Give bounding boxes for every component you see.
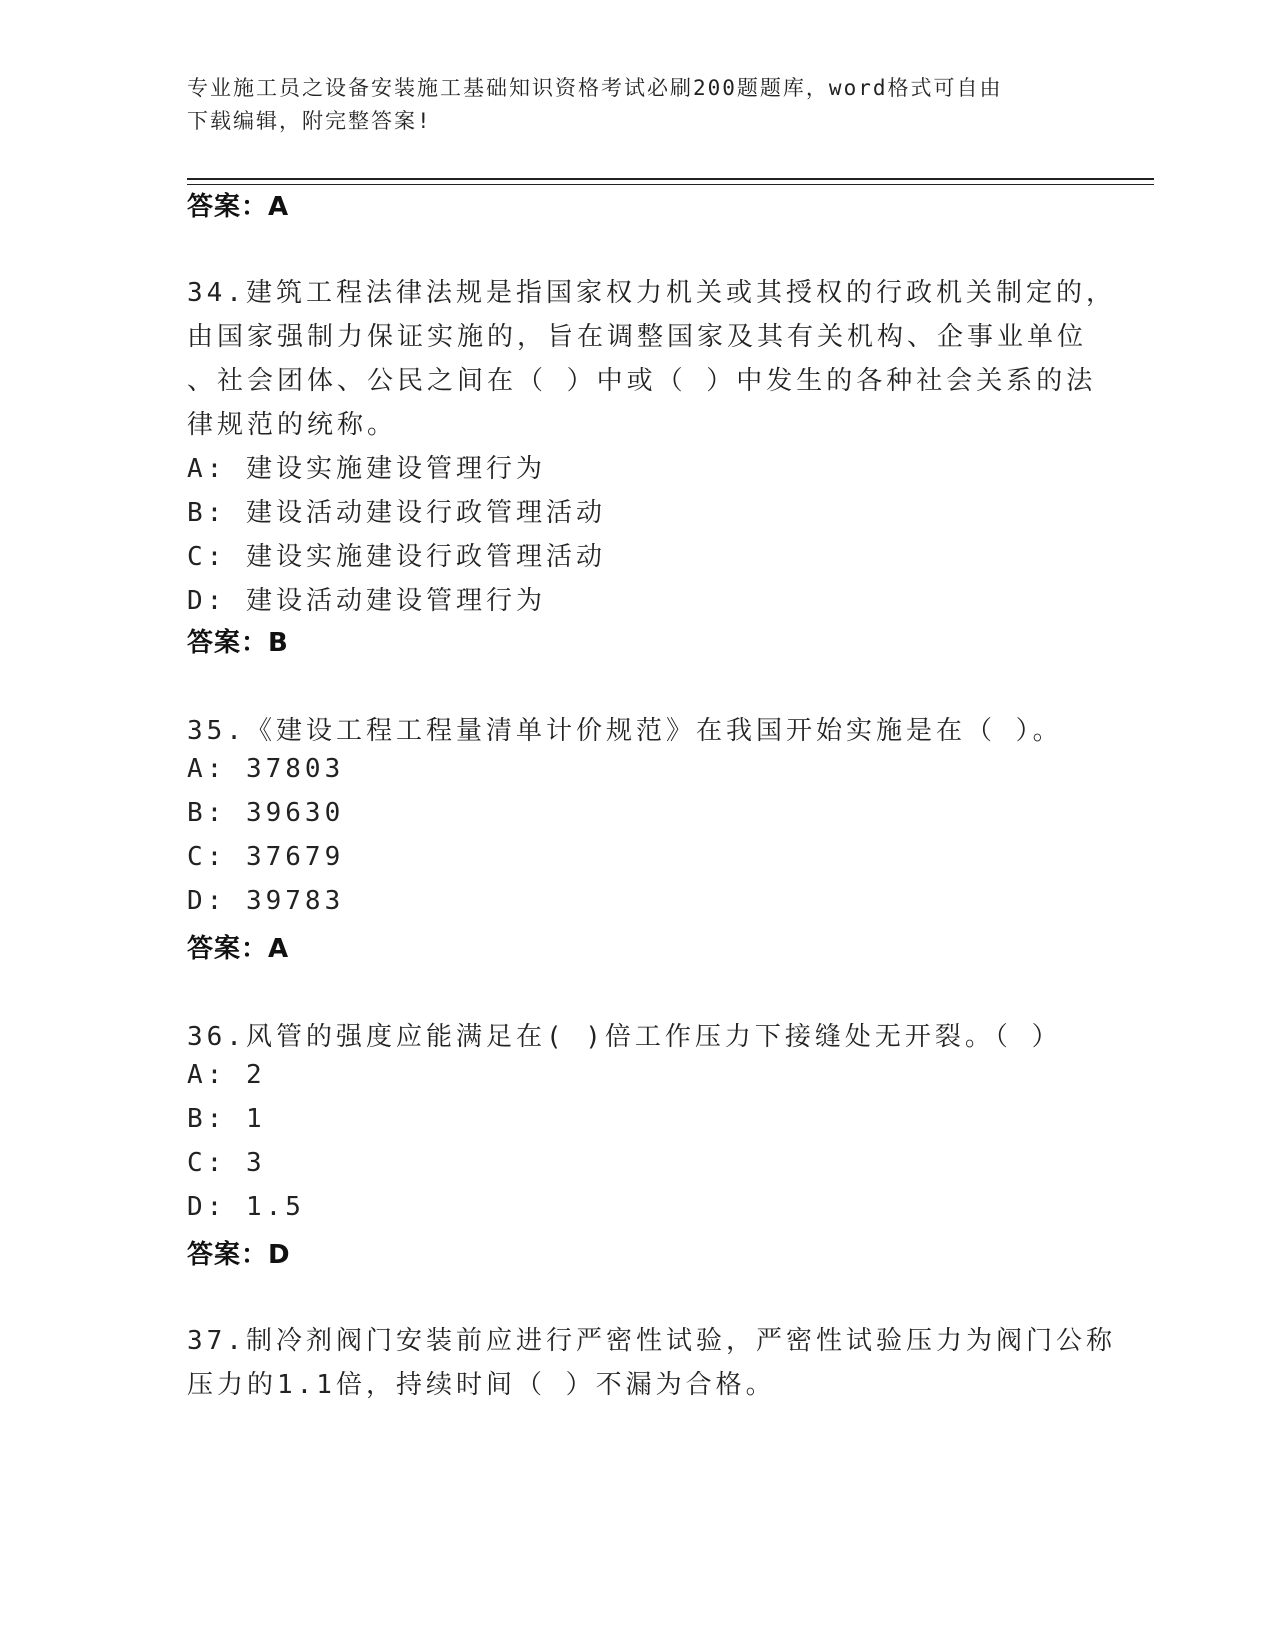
q35-option-a: A: 37803 (187, 754, 345, 784)
header-line-1: 专业施工员之设备安装施工基础知识资格考试必刷200题题库，word格式可自由 (187, 76, 1003, 100)
q35-option-c: C: 37679 (187, 842, 345, 872)
q34-text-line-1: 34.建筑工程法律法规是指国家权力机关或其授权的行政机关制定的， (187, 278, 1116, 308)
header-line-2: 下载编辑，附完整答案! (187, 109, 432, 133)
q36-option-a: A: 2 (187, 1060, 266, 1090)
q36-answer: 答案：D (187, 1240, 291, 1270)
q37-text-line-1: 37.制冷剂阀门安装前应进行严密性试验，严密性试验压力为阀门公称 (187, 1326, 1116, 1356)
q34-option-b: B: 建设活动建设行政管理活动 (187, 498, 606, 528)
q36-option-c: C: 3 (187, 1148, 266, 1178)
q37-text-line-2: 压力的1.1倍，持续时间（ ）不漏为合格。 (187, 1370, 776, 1400)
q35-option-d: D: 39783 (187, 886, 345, 916)
answer-previous: 答案：A (187, 192, 290, 222)
q34-option-d: D: 建设活动建设管理行为 (187, 586, 546, 616)
q35-answer: 答案：A (187, 934, 290, 964)
q34-answer: 答案：B (187, 628, 289, 658)
q34-text-line-3: 、社会团体、公民之间在（ ）中或（ ）中发生的各种社会关系的法 (187, 366, 1097, 396)
q34-option-c: C: 建设实施建设行政管理活动 (187, 542, 606, 572)
header-divider-thick (187, 178, 1154, 180)
header-divider-thin (187, 184, 1154, 185)
q34-option-a: A: 建设实施建设管理行为 (187, 454, 546, 484)
page-header (187, 72, 1067, 138)
q36-option-d: D: 1.5 (187, 1192, 305, 1222)
q36-option-b: B: 1 (187, 1104, 266, 1134)
q34-text-line-4: 律规范的统称。 (187, 410, 398, 440)
q35-text-line-1: 35.《建设工程工程量清单计价规范》在我国开始实施是在（ ）。 (187, 716, 1063, 746)
q35-option-b: B: 39630 (187, 798, 345, 828)
q34-text-line-2: 由国家强制力保证实施的，旨在调整国家及其有关机构、企事业单位 (187, 322, 1088, 352)
q36-text-line-1: 36.风管的强度应能满足在( )倍工作压力下接缝处无开裂。（ ） (187, 1022, 1062, 1052)
